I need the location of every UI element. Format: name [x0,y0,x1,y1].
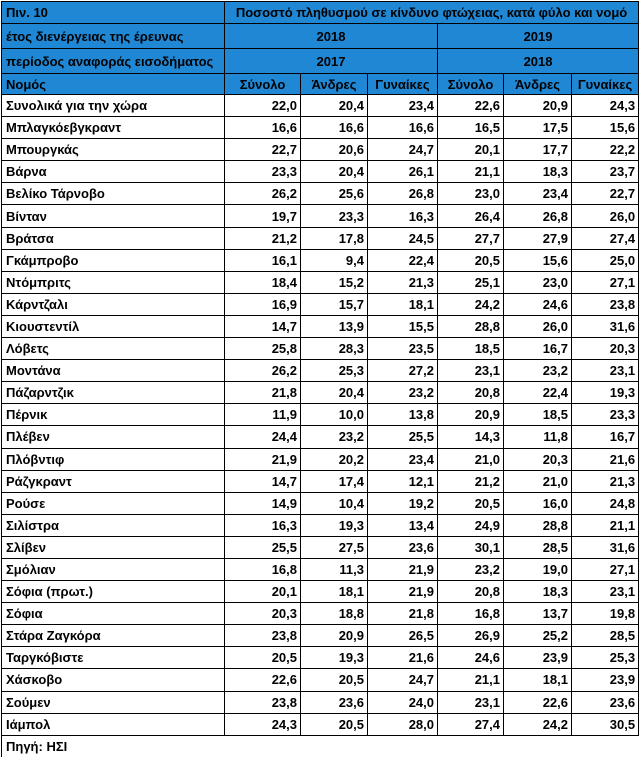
cell-total-2018: 25,8 [225,338,301,360]
cell-women-2018: 27,2 [368,360,438,382]
table-row [2,691,639,713]
cell-women-2018: 26,8 [368,183,438,205]
region-name: Κάρντζαλι [2,293,225,315]
table-row [2,293,639,315]
cell-men-2019: 18,3 [504,581,572,603]
cell-total-2019: 26,4 [438,205,504,227]
cell-women-2019: 22,2 [572,139,639,161]
cell-total-2019: 16,8 [438,603,504,625]
cell-women-2019: 24,3 [572,95,639,117]
table-row [2,713,639,735]
cell-total-2019: 27,4 [438,713,504,735]
column-header-region: Νομός [2,74,225,95]
cell-total-2019: 23,1 [438,691,504,713]
cell-men-2018: 20,4 [301,95,368,117]
cell-total-2018: 16,8 [225,558,301,580]
cell-men-2018: 10,4 [301,492,368,514]
table-row [2,227,639,249]
column-header-row [2,74,639,95]
table-row [2,603,639,625]
table-row [2,249,639,271]
cell-total-2018: 14,7 [225,470,301,492]
region-name: Σόφια (πρωτ.) [2,581,225,603]
table-row [2,315,639,337]
cell-men-2018: 18,1 [301,581,368,603]
region-name: Συνολικά για την χώρα [2,95,225,117]
region-name: Βελίκο Τάρνοβο [2,183,225,205]
region-name: Πέρνικ [2,404,225,426]
cell-women-2019: 27,1 [572,558,639,580]
table-row [2,581,639,603]
cell-men-2019: 26,8 [504,205,572,227]
table-row [2,647,639,669]
cell-women-2018: 13,4 [368,514,438,536]
cell-men-2019: 22,4 [504,382,572,404]
cell-total-2018: 23,8 [225,691,301,713]
cell-men-2018: 20,2 [301,448,368,470]
cell-total-2018: 19,7 [225,205,301,227]
cell-total-2018: 16,6 [225,117,301,139]
cell-men-2018: 17,4 [301,470,368,492]
cell-women-2018: 16,3 [368,205,438,227]
table-title: Ποσοστό πληθυσμού σε κίνδυνο φτώχειας, κατά φύλο και νομό [225,2,639,24]
cell-men-2019: 23,4 [504,183,572,205]
source-note: Πηγή: ΗΣΙ [2,735,639,757]
cell-women-2019: 27,4 [572,227,639,249]
cell-men-2019: 26,0 [504,315,572,337]
cell-women-2019: 23,1 [572,360,639,382]
cell-women-2019: 23,3 [572,404,639,426]
cell-total-2019: 21,2 [438,470,504,492]
poverty-risk-table [1,1,639,757]
cell-men-2019: 22,6 [504,691,572,713]
cell-total-2019: 20,5 [438,492,504,514]
cell-women-2018: 23,6 [368,536,438,558]
source-row [2,735,639,757]
cell-men-2019: 28,5 [504,536,572,558]
cell-total-2018: 11,9 [225,404,301,426]
cell-total-2019: 23,1 [438,360,504,382]
region-name: Ρούσε [2,492,225,514]
cell-total-2019: 16,5 [438,117,504,139]
cell-men-2018: 19,3 [301,647,368,669]
table-row [2,558,639,580]
cell-women-2018: 24,7 [368,669,438,691]
region-name: Σμόλιαν [2,558,225,580]
cell-women-2018: 23,4 [368,448,438,470]
cell-women-2019: 19,3 [572,382,639,404]
region-name: Ντόμπριτς [2,271,225,293]
cell-total-2018: 20,5 [225,647,301,669]
cell-men-2019: 25,2 [504,625,572,647]
region-name: Βίνταν [2,205,225,227]
cell-men-2018: 20,5 [301,713,368,735]
cell-men-2018: 20,9 [301,625,368,647]
cell-men-2018: 20,5 [301,669,368,691]
cell-women-2019: 15,6 [572,117,639,139]
cell-total-2019: 23,0 [438,183,504,205]
cell-total-2018: 14,7 [225,315,301,337]
cell-women-2018: 19,2 [368,492,438,514]
table-row [2,95,639,117]
cell-men-2019: 28,8 [504,514,572,536]
table-row [2,360,639,382]
cell-total-2019: 28,8 [438,315,504,337]
survey-year-row [2,24,639,49]
table-row [2,470,639,492]
cell-men-2019: 11,8 [504,426,572,448]
table-row [2,205,639,227]
table-row [2,514,639,536]
cell-men-2018: 18,8 [301,603,368,625]
cell-women-2018: 26,5 [368,625,438,647]
cell-total-2018: 16,3 [225,514,301,536]
cell-men-2018: 20,4 [301,161,368,183]
cell-total-2019: 23,2 [438,558,504,580]
cell-total-2019: 20,8 [438,382,504,404]
cell-women-2018: 23,4 [368,95,438,117]
region-name: Κιουστεντίλ [2,315,225,337]
cell-men-2019: 16,7 [504,338,572,360]
region-name: Σιλίστρα [2,514,225,536]
cell-total-2018: 22,7 [225,139,301,161]
cell-total-2018: 21,2 [225,227,301,249]
cell-women-2019: 27,1 [572,271,639,293]
income-year-2017: 2017 [225,49,438,74]
cell-men-2018: 25,6 [301,183,368,205]
cell-total-2018: 25,5 [225,536,301,558]
cell-total-2018: 23,3 [225,161,301,183]
cell-women-2019: 25,0 [572,249,639,271]
cell-women-2019: 30,5 [572,713,639,735]
table-row [2,117,639,139]
cell-men-2019: 20,9 [504,95,572,117]
cell-women-2018: 24,7 [368,139,438,161]
region-name: Λόβετς [2,338,225,360]
cell-men-2019: 23,9 [504,647,572,669]
table-row [2,271,639,293]
cell-total-2019: 24,6 [438,647,504,669]
cell-women-2019: 21,3 [572,470,639,492]
cell-men-2018: 10,0 [301,404,368,426]
region-name: Πλέβεν [2,426,225,448]
cell-men-2018: 27,5 [301,536,368,558]
cell-men-2019: 18,5 [504,404,572,426]
region-name: Πάζαρντζικ [2,382,225,404]
table-row [2,404,639,426]
cell-total-2018: 26,2 [225,360,301,382]
cell-total-2018: 20,1 [225,581,301,603]
cell-men-2018: 25,3 [301,360,368,382]
cell-total-2019: 20,1 [438,139,504,161]
survey-year-2019: 2019 [438,24,639,49]
cell-women-2019: 23,1 [572,581,639,603]
cell-men-2019: 23,2 [504,360,572,382]
cell-men-2018: 23,2 [301,426,368,448]
cell-men-2018: 23,3 [301,205,368,227]
table-body [2,95,639,736]
cell-men-2019: 20,3 [504,448,572,470]
cell-women-2018: 21,9 [368,581,438,603]
cell-men-2019: 24,6 [504,293,572,315]
cell-men-2019: 13,7 [504,603,572,625]
cell-total-2019: 30,1 [438,536,504,558]
cell-women-2019: 24,8 [572,492,639,514]
cell-women-2018: 22,4 [368,249,438,271]
table-row [2,625,639,647]
cell-women-2019: 21,6 [572,448,639,470]
cell-women-2018: 15,5 [368,315,438,337]
table-row [2,139,639,161]
cell-men-2018: 9,4 [301,249,368,271]
cell-total-2019: 20,5 [438,249,504,271]
cell-men-2018: 19,3 [301,514,368,536]
income-period-row [2,49,639,74]
cell-women-2018: 24,0 [368,691,438,713]
cell-women-2018: 16,6 [368,117,438,139]
table-row [2,382,639,404]
column-header-men-2019: Άνδρες [504,74,572,95]
cell-men-2019: 24,2 [504,713,572,735]
cell-total-2019: 14,3 [438,426,504,448]
cell-men-2018: 13,9 [301,315,368,337]
cell-women-2018: 21,9 [368,558,438,580]
cell-total-2019: 26,9 [438,625,504,647]
region-name: Μπουργκάς [2,139,225,161]
column-header-total-2019: Σύνολο [438,74,504,95]
cell-men-2018: 23,6 [301,691,368,713]
cell-total-2018: 16,9 [225,293,301,315]
table-row [2,338,639,360]
cell-women-2018: 24,5 [368,227,438,249]
cell-men-2018: 20,6 [301,139,368,161]
cell-women-2018: 18,1 [368,293,438,315]
cell-total-2019: 24,2 [438,293,504,315]
cell-men-2019: 21,0 [504,470,572,492]
cell-women-2019: 23,6 [572,691,639,713]
cell-total-2018: 24,3 [225,713,301,735]
cell-women-2018: 25,5 [368,426,438,448]
cell-total-2019: 18,5 [438,338,504,360]
cell-men-2018: 16,6 [301,117,368,139]
cell-total-2018: 21,9 [225,448,301,470]
cell-men-2018: 11,3 [301,558,368,580]
cell-total-2018: 20,3 [225,603,301,625]
cell-women-2018: 21,3 [368,271,438,293]
cell-women-2018: 21,6 [368,647,438,669]
region-name: Στάρα Ζαγκόρα [2,625,225,647]
cell-men-2019: 17,5 [504,117,572,139]
cell-total-2018: 16,1 [225,249,301,271]
cell-total-2018: 22,0 [225,95,301,117]
cell-men-2019: 18,1 [504,669,572,691]
cell-total-2019: 21,1 [438,669,504,691]
cell-men-2018: 17,8 [301,227,368,249]
region-name: Ταργκόβιστε [2,647,225,669]
region-name: Βράτσα [2,227,225,249]
cell-total-2019: 20,8 [438,581,504,603]
cell-total-2018: 23,8 [225,625,301,647]
cell-men-2019: 19,0 [504,558,572,580]
cell-women-2018: 26,1 [368,161,438,183]
region-name: Σούμεν [2,691,225,713]
cell-men-2019: 17,7 [504,139,572,161]
cell-total-2019: 20,9 [438,404,504,426]
region-name: Χάσκοβο [2,669,225,691]
table-row [2,448,639,470]
cell-total-2019: 21,1 [438,161,504,183]
cell-total-2019: 22,6 [438,95,504,117]
region-name: Μοντάνα [2,360,225,382]
table-row [2,426,639,448]
cell-total-2019: 24,9 [438,514,504,536]
cell-total-2019: 25,1 [438,271,504,293]
column-header-women-2018: Γυναίκες [368,74,438,95]
cell-men-2018: 15,2 [301,271,368,293]
cell-total-2018: 24,4 [225,426,301,448]
region-name: Ράζγκραντ [2,470,225,492]
survey-year-label: έτος διενέργειας της έρευνας [2,24,225,49]
cell-women-2018: 12,1 [368,470,438,492]
income-period-label: περίοδος αναφοράς εισοδήματος [2,49,225,74]
cell-total-2018: 22,6 [225,669,301,691]
table-row [2,161,639,183]
cell-total-2018: 14,9 [225,492,301,514]
cell-women-2019: 23,7 [572,161,639,183]
title-row [2,2,639,24]
cell-women-2019: 31,6 [572,315,639,337]
table-row [2,536,639,558]
cell-men-2019: 15,6 [504,249,572,271]
cell-women-2018: 21,8 [368,603,438,625]
cell-total-2018: 26,2 [225,183,301,205]
cell-women-2019: 21,1 [572,514,639,536]
cell-men-2019: 18,3 [504,161,572,183]
cell-men-2018: 20,4 [301,382,368,404]
cell-women-2019: 20,3 [572,338,639,360]
region-name: Σόφια [2,603,225,625]
region-name: Σλίβεν [2,536,225,558]
cell-men-2019: 23,0 [504,271,572,293]
survey-year-2018: 2018 [225,24,438,49]
cell-men-2019: 16,0 [504,492,572,514]
cell-women-2019: 25,3 [572,647,639,669]
cell-women-2019: 31,6 [572,536,639,558]
cell-total-2019: 27,7 [438,227,504,249]
cell-women-2019: 23,9 [572,669,639,691]
region-name: Πλόβντιφ [2,448,225,470]
table-row [2,669,639,691]
cell-women-2019: 19,8 [572,603,639,625]
cell-men-2019: 27,9 [504,227,572,249]
region-name: Μπλαγκόεβγκραντ [2,117,225,139]
cell-women-2018: 23,2 [368,382,438,404]
region-name: Ιάμπολ [2,713,225,735]
cell-women-2019: 22,7 [572,183,639,205]
cell-total-2019: 21,0 [438,448,504,470]
region-name: Βάρνα [2,161,225,183]
cell-total-2018: 21,8 [225,382,301,404]
table-number: Πιν. 10 [2,2,225,24]
cell-men-2018: 15,7 [301,293,368,315]
table-row [2,492,639,514]
cell-men-2018: 28,3 [301,338,368,360]
cell-women-2018: 23,5 [368,338,438,360]
cell-women-2018: 28,0 [368,713,438,735]
table-row [2,183,639,205]
column-header-women-2019: Γυναίκες [572,74,639,95]
column-header-total-2018: Σύνολο [225,74,301,95]
column-header-men-2018: Άνδρες [301,74,368,95]
cell-women-2019: 23,8 [572,293,639,315]
cell-women-2019: 26,0 [572,205,639,227]
cell-women-2019: 28,5 [572,625,639,647]
cell-total-2018: 18,4 [225,271,301,293]
cell-women-2019: 16,7 [572,426,639,448]
income-year-2018: 2018 [438,49,639,74]
cell-women-2018: 13,8 [368,404,438,426]
region-name: Γκάμπροβο [2,249,225,271]
